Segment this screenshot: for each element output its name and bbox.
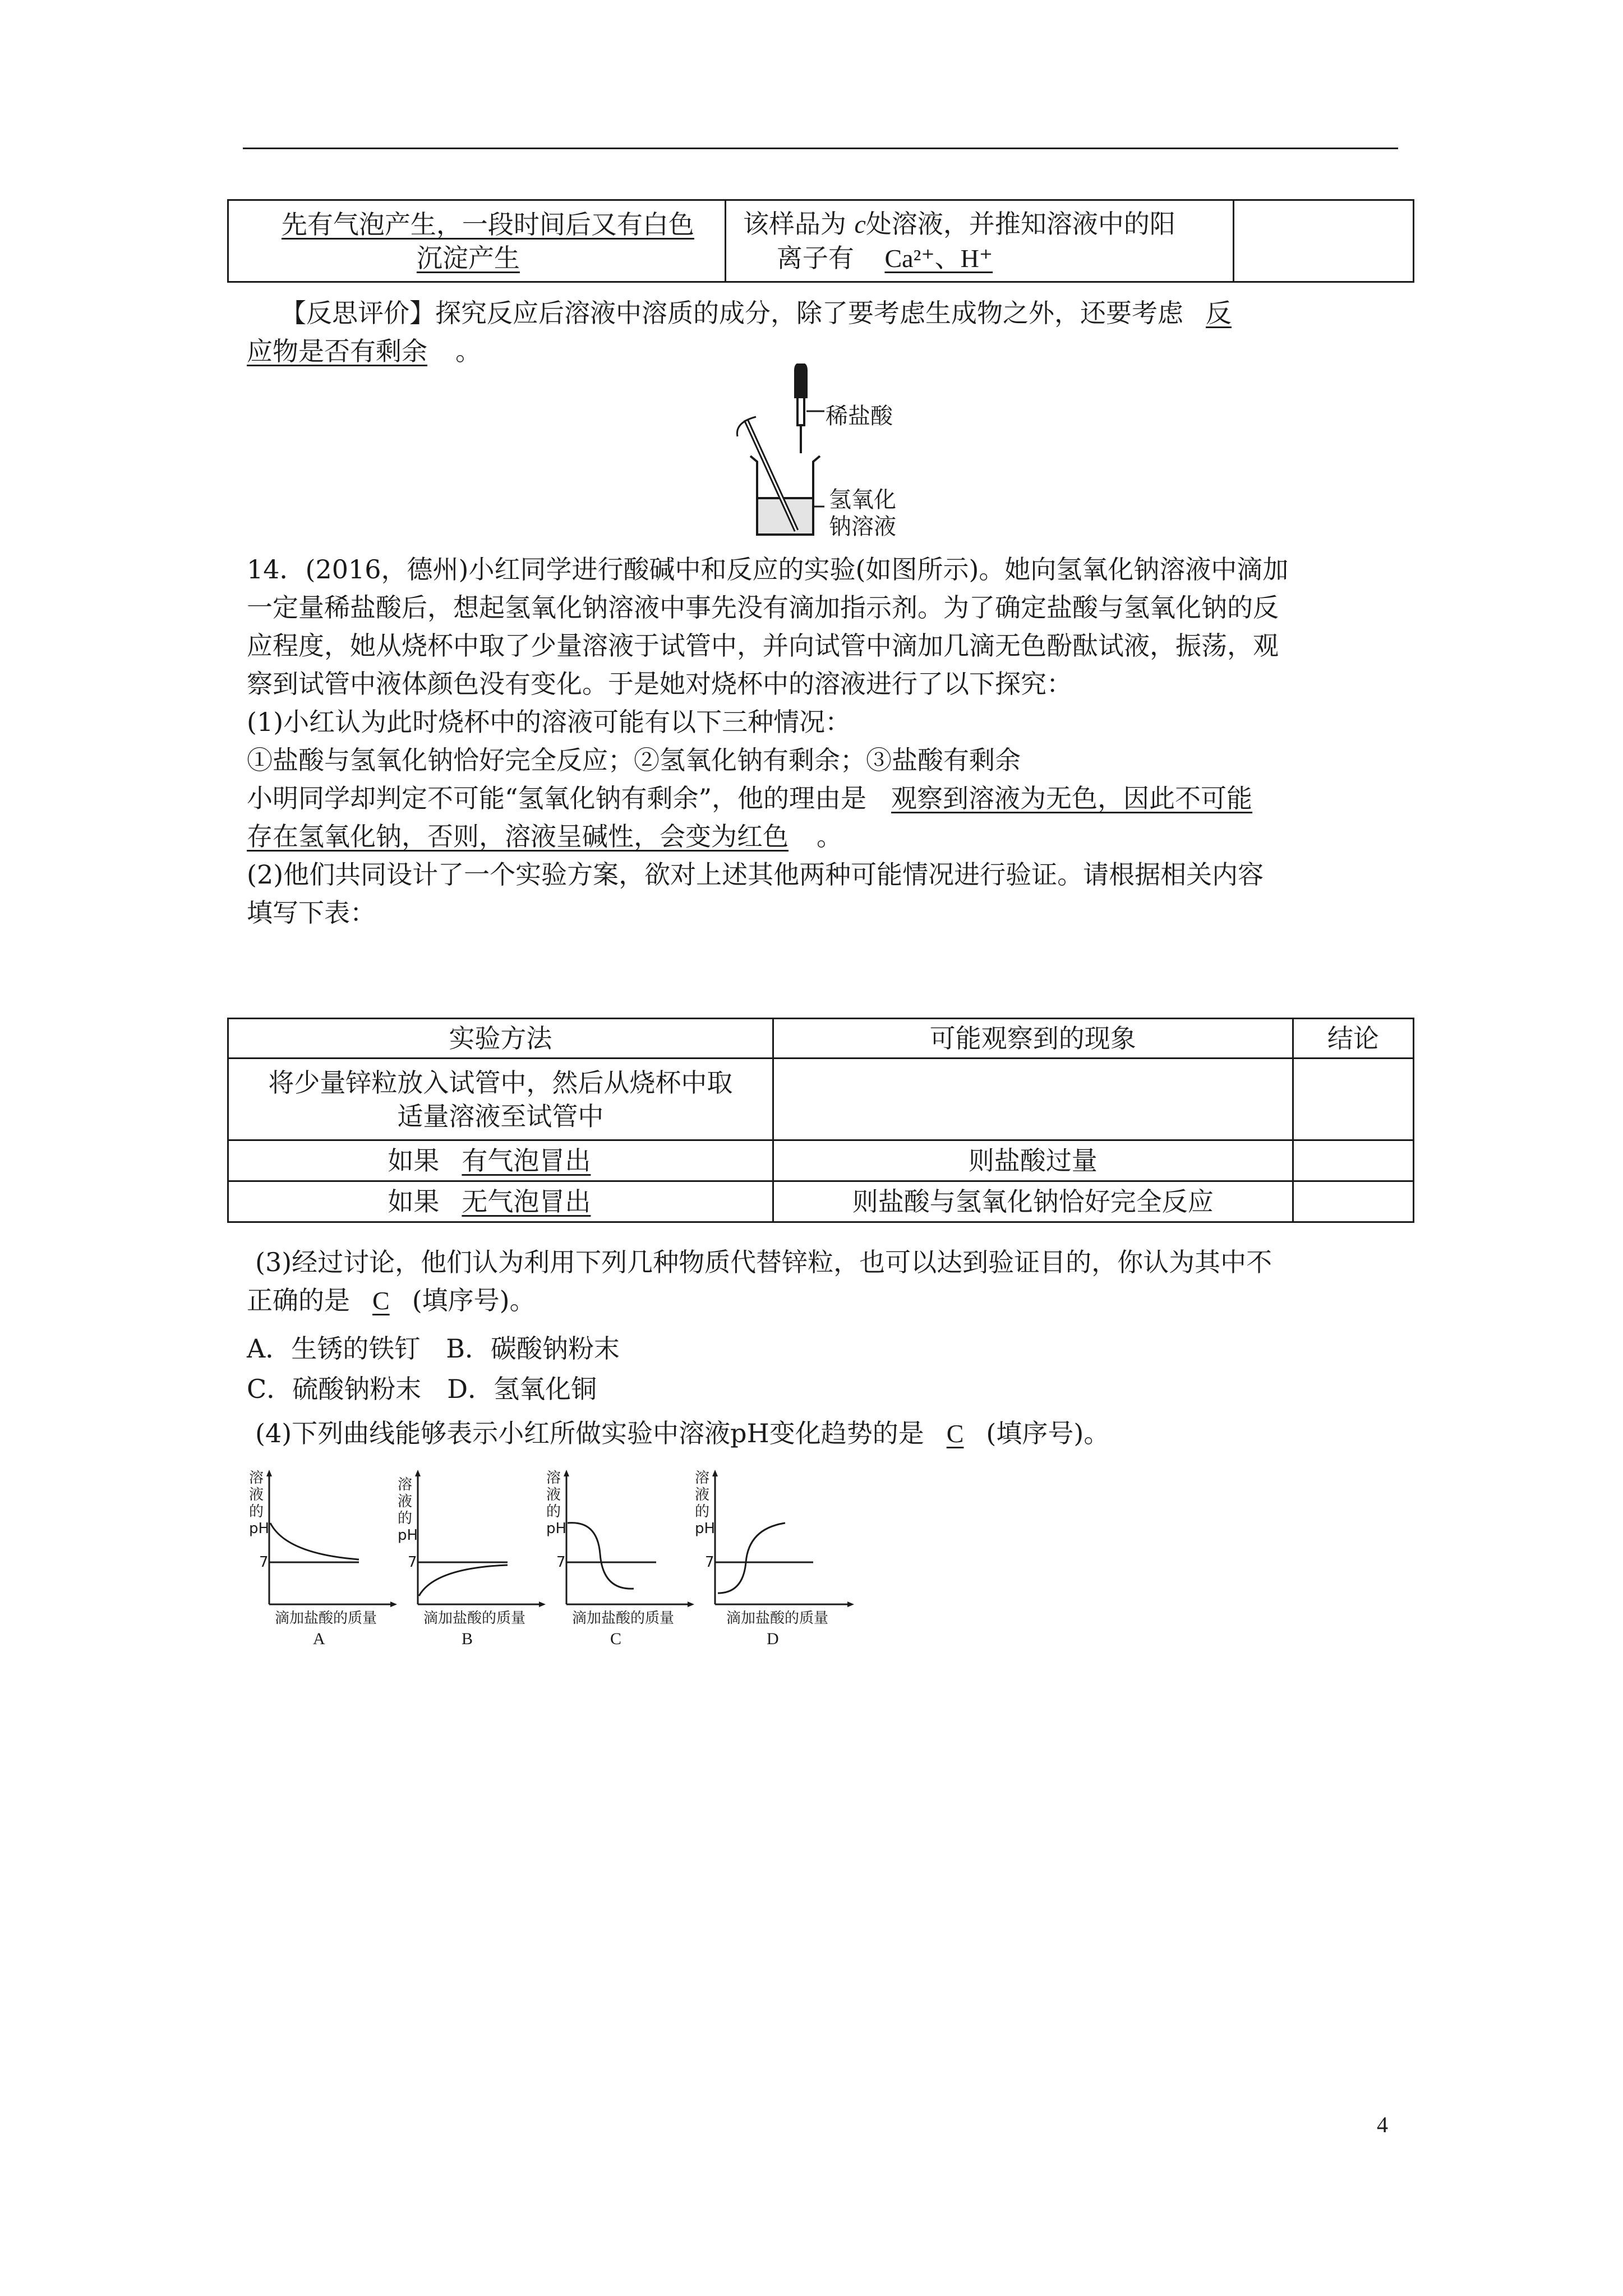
p3-tail: (填序号)。 (412, 1285, 536, 1315)
row2-empty (1293, 1140, 1413, 1181)
p4-head: (4)下列曲线能够表示小红所做实验中溶液pH变化趋势的是 (255, 1418, 924, 1448)
table-row (228, 1059, 1414, 1140)
row3-method (228, 1181, 773, 1222)
q14-p3-line-1: (3)经过讨论，他们认为利用下列几种物质代替锌粒，也可以达到验证目的，你认为其中不 (255, 1247, 1272, 1277)
seven-c: 7 (556, 1554, 566, 1571)
top-right-var: c (854, 209, 866, 238)
top-table-empty-cell (1233, 200, 1413, 282)
row3-empty (1293, 1181, 1413, 1222)
ylabel-a: 溶 液 的 pH (249, 1470, 270, 1537)
label-naoh-2: 钠溶液 (829, 514, 896, 540)
row3-prefix: 如果 (388, 1186, 440, 1217)
ph-graphs (247, 1470, 875, 1660)
letter-b: B (462, 1630, 473, 1648)
xlabel-b: 滴加盐酸的质量 (423, 1610, 526, 1627)
graph-c (544, 1470, 695, 1655)
q14-p1-reason-2 (247, 820, 842, 853)
letter-c: C (610, 1630, 622, 1648)
reason-answer-2: 存在氢氧化钠，否则，溶液呈碱性，会变为红色 (247, 821, 789, 852)
row2-answer: 有气泡冒出 (462, 1145, 591, 1176)
q14-p1-reason (247, 781, 1252, 815)
reflection-text: 【反思评价】探究反应后溶液中溶质的成分，除了要考虑生成物之外，还要考虑 (280, 298, 1183, 328)
q14-line-4: 察到试管中液体颜色没有变化。于是她对烧杯中的溶液进行了以下探究： (247, 669, 1072, 699)
p3-answer: C (372, 1286, 390, 1315)
header-rule (243, 148, 1398, 149)
q14-p3-options-2: C．硫酸钠粉末 D．氢氧化铜 (247, 1374, 597, 1404)
answer-bubbles: 先有气泡产生，一段时间后又有白色 (281, 209, 694, 240)
q14-p2-line-2: 填写下表： (247, 898, 376, 928)
row2-prefix: 如果 (388, 1145, 440, 1176)
q14-line-2: 一定量稀盐酸后，想起氢氧化钠溶液中事先没有滴加指示剂。为了确定盐酸与氢氧化钠的反 (247, 592, 1279, 623)
q14-p3-line-2 (247, 1283, 536, 1318)
top-right-text-b: 处溶液，并推知溶液中的阳 (865, 208, 1175, 239)
reflection-line-2 (247, 334, 481, 368)
top-right-text-c: 离子有 (776, 242, 854, 273)
label-dilute-hcl: 稀盐酸 (826, 403, 893, 429)
dropper (795, 364, 806, 453)
row2-conclusion: 则盐酸过量 (773, 1140, 1293, 1181)
letter-d: D (767, 1630, 779, 1648)
row2-method (228, 1140, 773, 1181)
p3-head: 正确的是 (247, 1285, 350, 1315)
q14-p1: (1)小红认为此时烧杯中的溶液可能有以下三种情况： (247, 707, 851, 737)
q14-line-1: 14．(2016，德州)小红同学进行酸碱中和反应的实验(如图所示)。她向氢氧化钠溶液中滴加 (247, 554, 1289, 585)
reflection-line-1 (280, 296, 1232, 330)
table-header-row (228, 1019, 1414, 1059)
ylabel-d: 溶 液 的 pH (695, 1470, 716, 1537)
header-conclusion: 结论 (1293, 1019, 1413, 1059)
top-table-right-cell (725, 200, 1233, 282)
ylabel-b: 溶 液 的 pH (398, 1476, 418, 1544)
top-table (227, 199, 1414, 283)
seven-d: 7 (705, 1554, 714, 1571)
method-line-1: 将少量锌粒放入试管中，然后从烧杯中取 (268, 1067, 733, 1098)
table-row (228, 1181, 1414, 1222)
xlabel-c: 滴加盐酸的质量 (572, 1610, 675, 1627)
q14-p4 (255, 1416, 1109, 1451)
reflection-answer-2: 应物是否有剩余 (247, 336, 427, 366)
q14-p2-line-1: (2)他们共同设计了一个实验方案，欲对上述其他两种可能情况进行验证。请根据相关内容 (247, 859, 1264, 890)
conclusion-empty (1293, 1059, 1413, 1140)
row3-answer: 无气泡冒出 (462, 1186, 591, 1217)
p4-tail: (填序号)。 (986, 1418, 1110, 1448)
reason-tail: 。 (817, 821, 842, 852)
curve-a-plot (247, 1470, 398, 1627)
graph-a (247, 1470, 398, 1655)
p4-answer: C (946, 1419, 964, 1448)
answer-precipitate: 沉淀产生 (416, 242, 520, 273)
experiment-table (227, 1018, 1414, 1223)
phenomenon-empty (773, 1059, 1293, 1140)
curve-d-plot (693, 1470, 855, 1627)
xlabel-d: 滴加盐酸的质量 (726, 1610, 829, 1627)
table-row (228, 1140, 1414, 1181)
answer-cations: Ca²⁺、H⁺ (884, 243, 993, 273)
q14-p3-options-1: A．生锈的铁钉 B．碳酸钠粉末 (247, 1333, 620, 1364)
graph-d (693, 1470, 855, 1655)
top-table-left-cell (228, 200, 726, 282)
curve-c-plot (544, 1470, 695, 1627)
graph-b (395, 1470, 547, 1655)
reason-answer-1: 观察到溶液为无色，因此不可能 (891, 783, 1253, 813)
letter-a: A (313, 1630, 325, 1648)
method-line-2: 适量溶液至试管中 (397, 1101, 604, 1131)
reflection-answer-1: 反 (1206, 298, 1232, 328)
label-naoh-1: 氢氧化 (829, 487, 896, 513)
curve-b-plot (395, 1470, 547, 1627)
method-cell (228, 1059, 773, 1140)
header-method: 实验方法 (228, 1019, 773, 1059)
top-right-text-a: 该样品为 (743, 208, 846, 239)
ylabel-c: 溶 液 的 pH (546, 1470, 567, 1537)
reflection-tail: 。 (455, 336, 481, 366)
reason-head: 小明同学却判定不可能“氢氧化钠有剩余”，他的理由是 (247, 783, 867, 813)
q14-line-3: 应程度，她从烧杯中取了少量溶液于试管中，并向试管中滴加几滴无色酚酞试液，振荡，观 (247, 631, 1279, 661)
page-number: 4 (1377, 2112, 1388, 2137)
seven-b: 7 (408, 1554, 417, 1571)
seven-a: 7 (259, 1554, 269, 1571)
header-phenomenon: 可能观察到的现象 (773, 1019, 1293, 1059)
q14-p1-cases: ①盐酸与氢氧化钠恰好完全反应；②氢氧化钠有剩余；③盐酸有剩余 (247, 745, 1021, 775)
row3-conclusion: 则盐酸与氢氧化钠恰好完全反应 (773, 1181, 1293, 1222)
xlabel-a: 滴加盐酸的质量 (275, 1610, 377, 1627)
